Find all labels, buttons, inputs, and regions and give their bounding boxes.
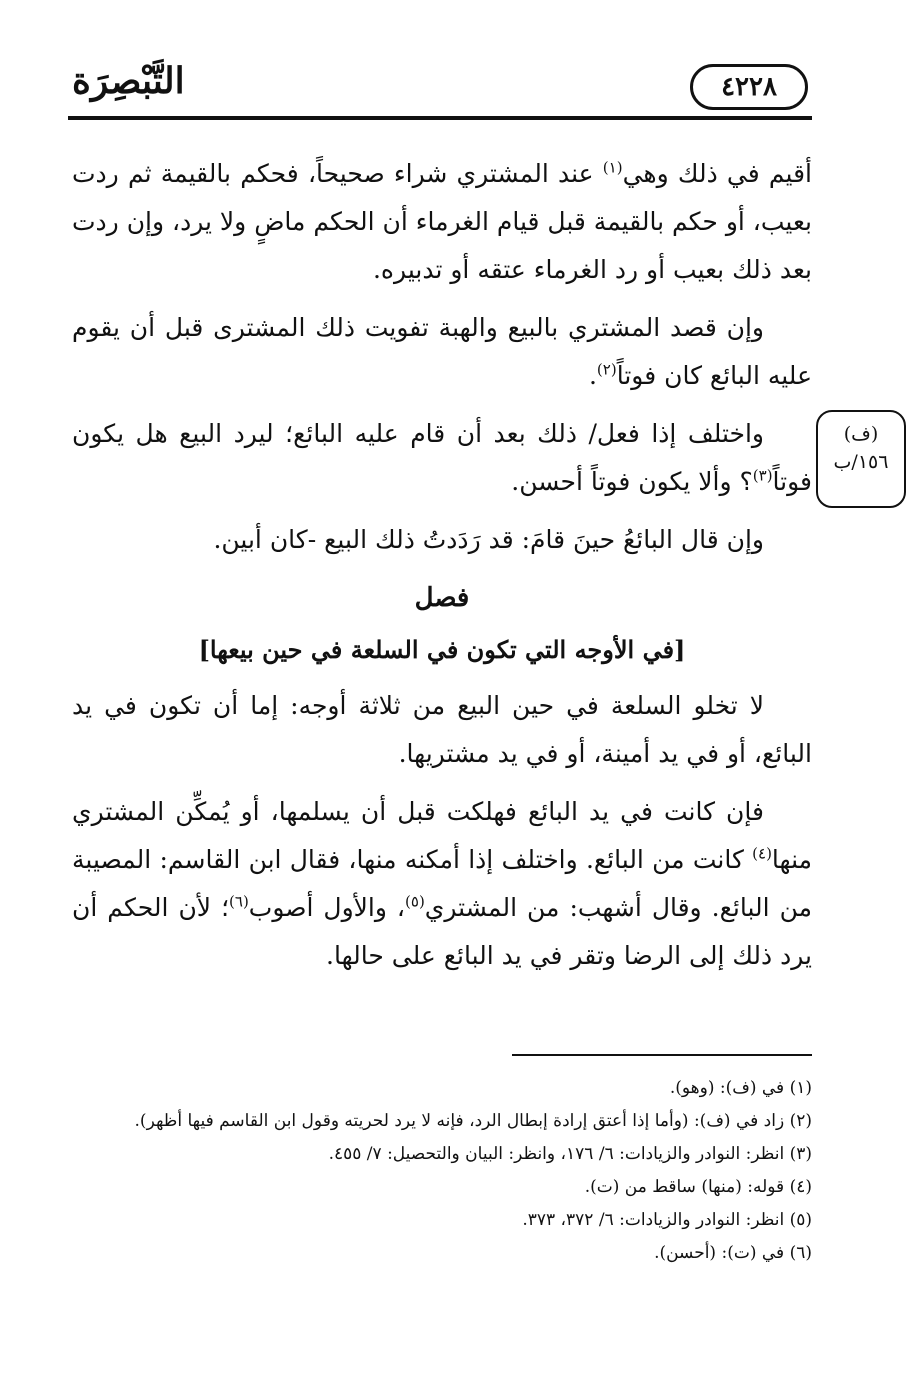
- paragraph-6: فإن كانت في يد البائع فهلكت قبل أن يسلمها، أو يُمكِّن المشتري منها$^{(٤)}$ كانت من البائع. واختلف إذا أمكنه منها، فقال ابن القاسم: المصيبة من البائع. وقال أشهب: من المشتري$^{(٥)}$، والأول أصوب$^{(٦)}$؛ لأن الحكم أن يرد ذلك إلى الرضا وتقر في يد البائع على حالها.: [72, 797, 812, 970]
- page-header: [68, 52, 812, 122]
- footnote-ref: (٥): [405, 892, 425, 911]
- footnote-4: (٤) قوله: (منها) ساقط من (ت).: [584, 1177, 812, 1197]
- footnote-3: (٣) انظر: النوادر والزيادات: ٦/ ١٧٦، وانظر: البيان والتحصيل: ٧/ ٤٥٥.: [328, 1144, 812, 1164]
- footnote-separator: [512, 1054, 812, 1056]
- paragraph-4: وإن قال البائعُ حينَ قامَ: قد رَدَدتُ ذلك البيع -كان أبين.: [213, 525, 764, 554]
- footnote-5: (٥) انظر: النوادر والزيادات: ٦/ ٣٧٢، ٣٧٣.: [522, 1210, 812, 1230]
- main-text: [72, 150, 812, 990]
- footnote-ref: (٤): [752, 844, 772, 863]
- section-subheading: [في الأوجه التي تكون في السلعة في حين بيعها]: [198, 635, 686, 664]
- footnote-ref: (٢): [596, 360, 617, 379]
- margin-note-line2: ١٥٦/ب: [833, 451, 889, 473]
- paragraph-5: لا تخلو السلعة في حين البيع من ثلاثة أوجه: إما أن تكون في يد البائع، أو في يد أمينة، أو في يد مشتريها.: [72, 691, 812, 768]
- footnote-2: (٢) زاد في (ف): (وأما إذا أعتق إرادة إبطال الرد، فإنه لا يرد لحريته وقول ابن القاسم فيها أظهر).: [134, 1111, 812, 1131]
- footnote-1: (١) في (ف): (وهو).: [669, 1078, 812, 1098]
- footnote-ref: (٣): [752, 466, 773, 485]
- footnotes: [72, 1072, 812, 1270]
- header-rule: [68, 116, 812, 120]
- page-number-badge: ٤٢٢٨: [690, 64, 808, 110]
- book-title: التَّبْصِرَة: [72, 60, 185, 102]
- footnote-6: (٦) في (ت): (أحسن).: [654, 1243, 812, 1263]
- paragraph-2: وإن قصد المشتري بالبيع والهبة تفويت ذلك المشترى قبل أن يقوم عليه البائع كان فوتاً$^{(٢)}$.: [72, 313, 812, 390]
- footnote-ref: (٦): [229, 892, 249, 911]
- manuscript-margin-note: [816, 410, 906, 508]
- paragraph-1: أقيم في ذلك وهي$^{(١)}$ عند المشتري شراء صحيحاً، فحكم بالقيمة ثم ردت بعيب، أو حكم بالقيمة قبل قيام الغرماء أن الحكم ماضٍ ولا يرد، وإن ردت بعد ذلك بعيب أو رد الغرماء عتقه أو تدبيره.: [72, 158, 812, 284]
- paragraph-3: واختلف إذا فعل/ ذلك بعد أن قام عليه البائع؛ ليرد البيع هل يكون فوتاً$^{(٣)}$؟ وألا يكون فوتاً أحسن.: [72, 419, 812, 496]
- section-heading: فصل: [414, 583, 470, 613]
- footnote-ref: (١): [602, 158, 623, 177]
- margin-note-line1: (ف): [843, 423, 879, 445]
